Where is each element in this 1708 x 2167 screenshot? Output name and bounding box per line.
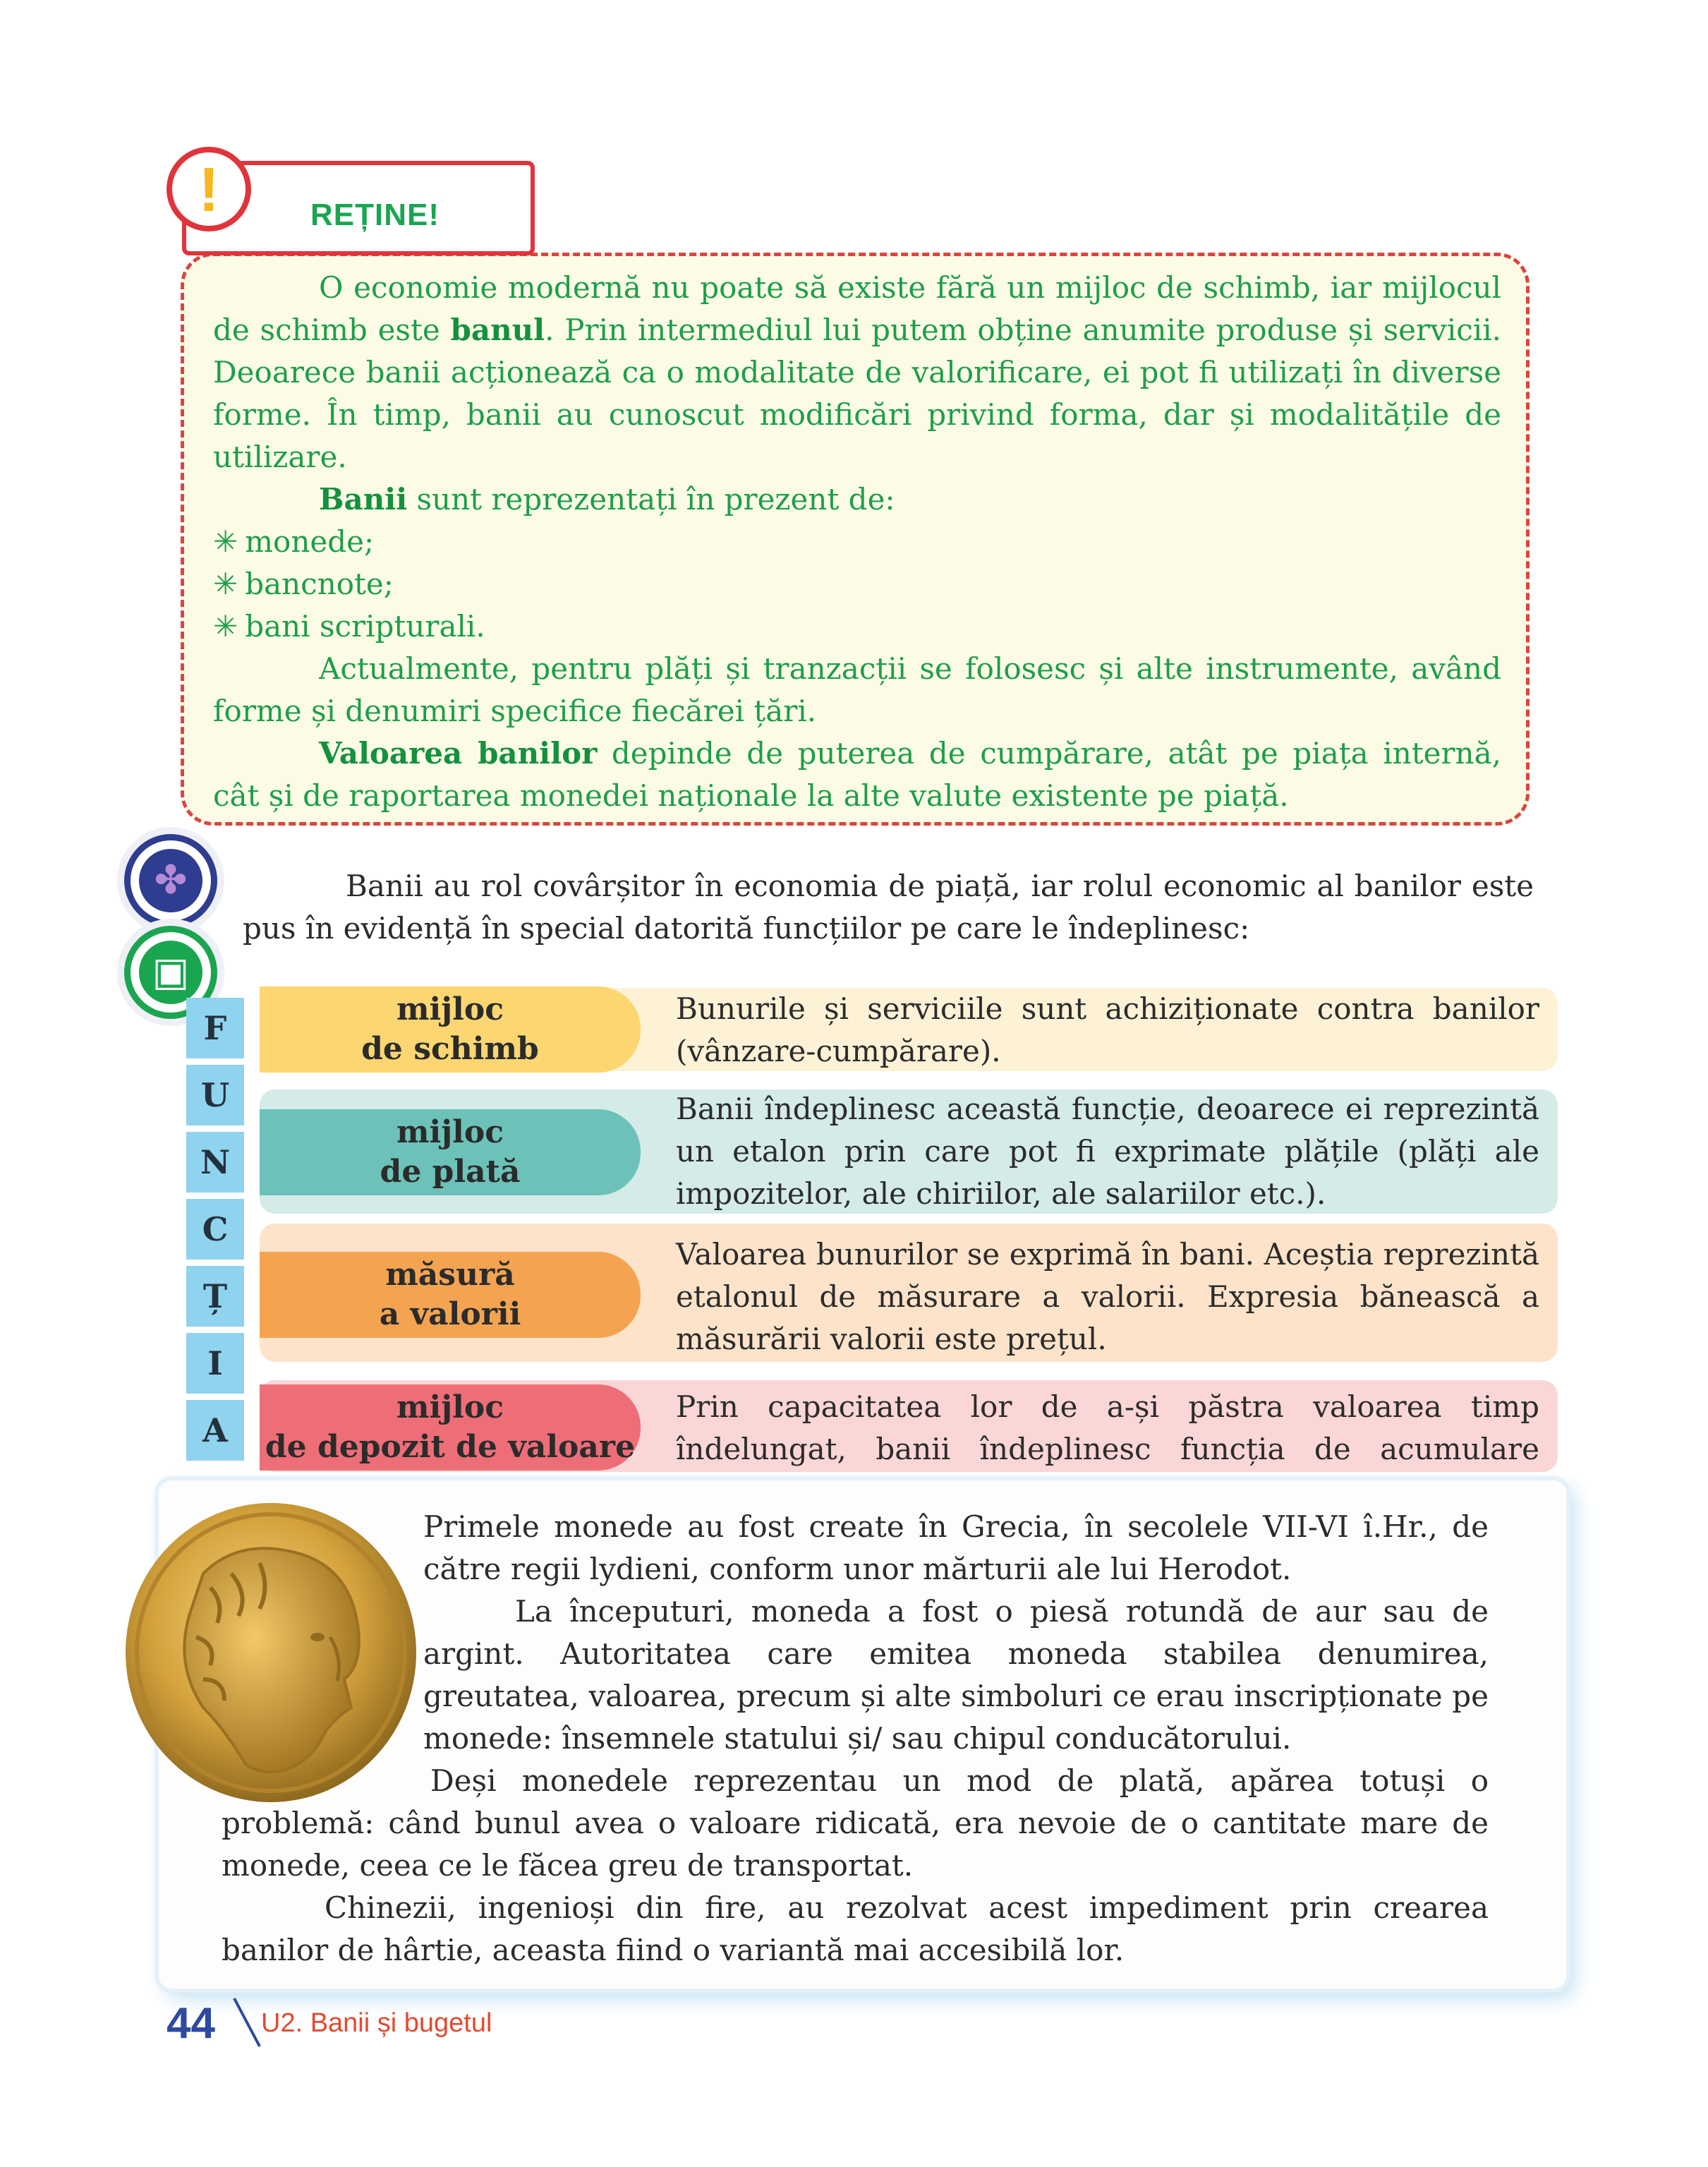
functia-letter: N [186,1132,244,1193]
exclamation-icon: ! [198,155,219,224]
retine-paragraph-4: Valoarea banilor depinde de puterea de cumpărare, atât pe piața internă, cât și de raportarea monedei naționale la alte valute existente pe piață. [213,736,1501,813]
function-description: Bunurile și serviciile sunt achiziționate contra banilor (vânzare-cumpărare). [676,991,1539,1068]
retine-title: REȚINE! [310,198,440,232]
function-description: Banii îndeplinesc această funcție, deoarece ei reprezintă un etalon prin care pot fi exprimate plățile (plăți ale impozitelor, ale chiriilor, ale salariilor etc.). [676,1092,1539,1211]
retine-bullet: ✳ bani scripturali. [213,609,485,644]
intro-text: Banii au rol covârșitor în economia de piață, iar rolul economic al banilor este pus în evidență în special datorită funcțiilor pe care le îndeplinesc: [243,869,1534,946]
function-label: mijloc de depozit de valoare [260,1384,641,1471]
functia-letter: U [186,1065,244,1125]
function-description: Prin capacitatea lor de a-și păstra valoarea timp îndelungat, banii îndeplinesc funcția de acumulare [676,1389,1539,1466]
function-label: măsură a valorii [260,1252,641,1338]
retine-paragraph-1: O economie modernă nu poate să existe fără un mijloc de schimb, iar mijlocul de schimb este banul. Prin intermediul lui putem obține anumite produse și servicii. Deoarece banii acționează ca o modalitate de valorificare, ei pot fi utilizați în diverse forme. În timp, banii au cunoscut modificări privind forma, dar și modalitățile de utilizare. [213,270,1501,474]
function-label: mijloc de plată [260,1109,641,1195]
functia-letter: Ț [186,1266,244,1327]
retine-content [213,267,1501,817]
functia-letter: I [186,1333,244,1394]
function-description: Valoarea bunurilor se exprimă în bani. Aceștia reprezintă etalonul de măsurare a valorii. Expresia bănească a măsurării valorii este prețul. [676,1237,1539,1356]
page-number: 44 [166,1999,215,2048]
coin-text-top [423,1506,1489,1760]
retine-bullet: ✳ bancnote; [213,567,394,601]
unit-title: U2. Banii și bugetul [261,2008,492,2038]
functia-letter: A [186,1400,244,1461]
retine-bullet: ✳ monede; [213,524,375,559]
coin-text-bottom [222,1760,1489,1972]
coin-paragraph-2: La începuturi, moneda a fost o piesă rotundă de aur sau de argint. Autoritatea care emitea moneda stabilea denumirea, greutatea, valoarea, precum și alte simboluri ce erau inscripționate pe monede: însemnele statului și/ sau chipul conducătorului. [423,1594,1489,1756]
film-strip-icon: ▣ [139,941,202,1004]
asterisk-icon: ✳ [213,524,238,559]
asterisk-icon: ✳ [213,567,238,601]
puzzle-pieces-icon: ✤ [139,849,202,912]
function-label: mijloc de schimb [260,986,641,1073]
asterisk-icon: ✳ [213,609,238,644]
retine-paragraph-2: Banii sunt reprezentați în prezent de: [319,482,895,517]
retine-paragraph-3: Actualmente, pentru plăți și tranzacții se folosesc și alte instrumente, având forme și denumiri specifice fiecărei țări. [213,651,1501,728]
coin-paragraph-3: Deși monedele reprezentau un mod de plată, apărea totuși o problemă: când bunul avea o valoare ridicată, era nevoie de o cantitate mare de monede, ceea ce le făcea greu de transportat. [222,1763,1489,1883]
functia-letter: F [186,998,244,1058]
functia-letter: C [186,1199,244,1260]
coin-paragraph-4: Chinezii, ingenioși din fire, au rezolvat acest impediment prin crearea banilor de hârtie, aceasta fiind o variantă mai accesibilă lor. [222,1890,1489,1967]
coin-paragraph-1: Primele monede au fost create în Grecia, în secolele VII-VI î.Hr., de către regii lydieni, conform unor mărturii ale lui Herodot. [423,1509,1489,1586]
